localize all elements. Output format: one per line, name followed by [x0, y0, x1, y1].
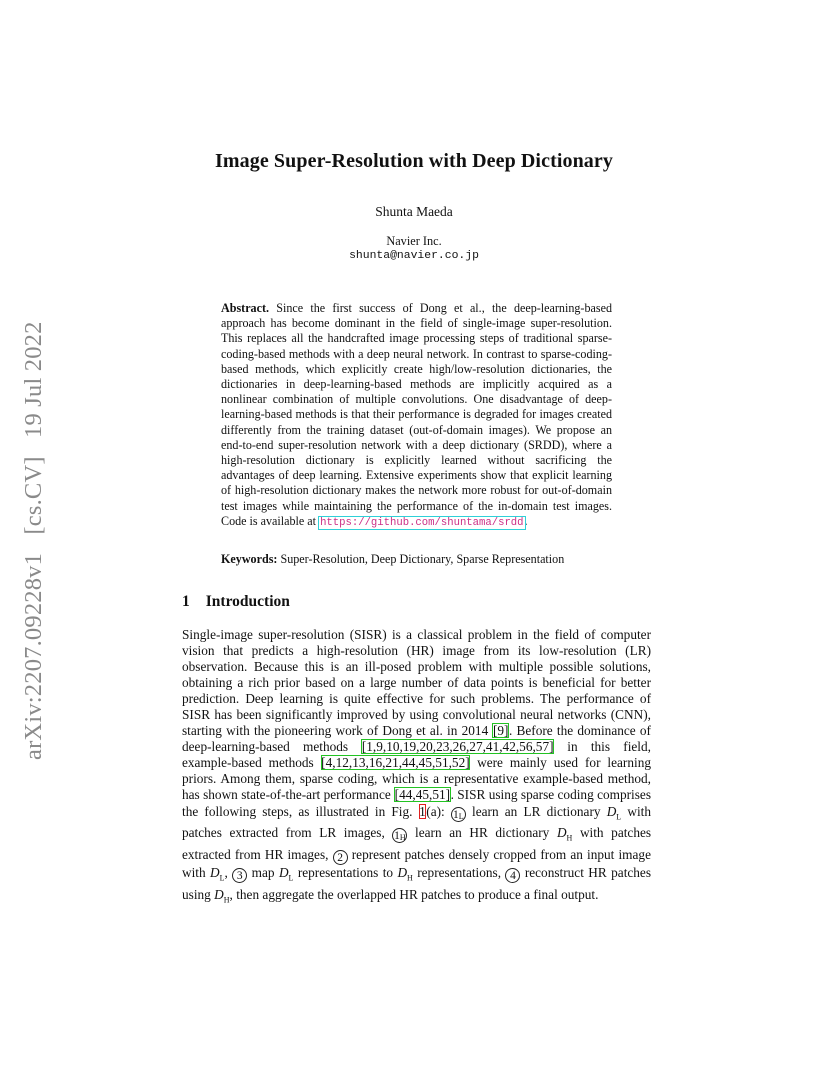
arxiv-identifier: [20, 309, 48, 760]
math-symbol: D: [397, 864, 408, 880]
abstract-text: Since the first success of Dong et al., the deep-learning-based approach has become dominant in the field of single-image super-resolution. This replaces all the handcrafted image processing steps of traditional sparse-coding-based methods with a deep neural network. In contrast to sparse-coding-based methods, which explicitly create high/low-resolution dictionaries, the dictionaries in deep-learning-based methods are implicitly acquired as a nonlinear combination of multiple convolutions. One disadvantage of deep-learning-based methods is that their performance is degraded for images created differently from the training dataset (out-of-domain images). We propose an end-to-end super-resolution network with a deep dictionary (SRDD), where a high-resolution dictionary is explicitly learned without sacrificing the advantages of deep learning. Extensive experiments show that explicit learning of high-resolution dictionary makes the network more robust for out-of-domain test images while maintaining the performance of the in-domain test images. Code is available at: [221, 301, 612, 528]
body-text: representations to: [297, 864, 394, 880]
body-text: were mainly used for learning priors. Among them, sparse coding, which is a representative example-based method, has shown state-of-the-art performance: [182, 755, 651, 803]
citation-link[interactable]: [9]: [492, 723, 509, 739]
abstract: [221, 301, 612, 531]
math-symbol: D: [214, 886, 224, 902]
paper-title: Image Super-Resolution with Deep Dictionary: [215, 150, 613, 172]
math-symbol: D: [556, 825, 567, 841]
math-subscript: L: [616, 812, 622, 822]
paper-affiliation: Navier Inc.: [386, 234, 442, 248]
math-symbol: D: [210, 864, 220, 880]
citation-link[interactable]: [1,9,10,19,20,23,26,27,41,42,56,57]: [361, 739, 554, 755]
body-text: (a):: [426, 803, 445, 819]
step-marker: $1_H$: [394, 830, 406, 843]
math-subscript: L: [219, 873, 225, 883]
arxiv-id: arXiv:2207.09228v1: [20, 552, 47, 760]
body-text: with patches extracted from HR images,: [182, 825, 652, 862]
math-subscript: H: [566, 833, 573, 843]
body-text: . SISR using sparse coding comprises the following steps, as illustrated in Fig.: [182, 787, 652, 819]
math-symbol: D: [278, 864, 289, 880]
abstract-end: .: [524, 513, 528, 528]
step-marker: $1_L$: [451, 807, 466, 822]
paper-email[interactable]: shunta@navier.co.jp: [349, 250, 479, 262]
abstract-label: Abstract.: [221, 301, 270, 315]
body-text: Single-image super-resolution (SISR) is a classical problem in the field of computer vision that predicts a high-resolution (HR) image from its low-resolution (LR) observation. Because this is an ill-posed problem with multiple possible solutions, obtaining a rich prior based on a large number of data points is beneficial for better prediction. Deep learning is quite effective for such problems. The performance of SISR has been significantly improved by using convolutional neural networks (CNN), starting with the pioneering work of Dong et al. in 2014: [182, 627, 651, 739]
body-text: learn an HR dictionary: [415, 825, 550, 841]
keywords-label: Keywords:: [221, 552, 278, 566]
arxiv-date: 19 Jul 2022: [20, 321, 47, 438]
math-subscript: H: [407, 873, 413, 883]
arxiv-category: [cs.CV]: [20, 456, 47, 535]
step-marker: 4: [505, 868, 520, 883]
body-text: in this field, example-based methods: [182, 739, 651, 771]
body-text: learn an LR dictionary: [472, 803, 601, 819]
figure-link[interactable]: 1: [419, 803, 426, 819]
step-marker: 3: [232, 868, 247, 883]
body-text: represent patches densely cropped from an input image with: [182, 846, 651, 880]
section-number: 1: [182, 593, 190, 610]
section-heading: [182, 593, 290, 611]
math-subscript: L: [288, 873, 294, 883]
step-marker: 2: [333, 850, 348, 865]
paper-author: Shunta Maeda: [375, 204, 453, 219]
math-subscript: H: [223, 895, 230, 905]
body-text: map: [251, 864, 275, 880]
math-symbol: D: [606, 803, 617, 819]
section-title: Introduction: [205, 593, 290, 610]
keywords-text: Super-Resolution, Deep Dictionary, Sparse Representation: [280, 552, 565, 566]
citation-link[interactable]: [44,45,51]: [394, 787, 451, 803]
body-text: representations,: [417, 864, 502, 880]
code-link[interactable]: https://github.com/shuntama/srdd: [320, 516, 524, 529]
body-text: . Before the dominance of deep-learning-based methods: [182, 723, 651, 755]
citation-link[interactable]: [4,12,13,16,21,44,45,51,52]: [321, 755, 470, 771]
body-text: , then aggregate the overlapped HR patches to produce a final output.: [229, 886, 599, 902]
body-text: reconstruct HR patches using: [182, 864, 652, 902]
body-text: ,: [224, 864, 228, 880]
keywords: [221, 552, 621, 567]
body-text: with patches extracted from LR images,: [182, 803, 651, 841]
intro-paragraph: [182, 627, 651, 908]
